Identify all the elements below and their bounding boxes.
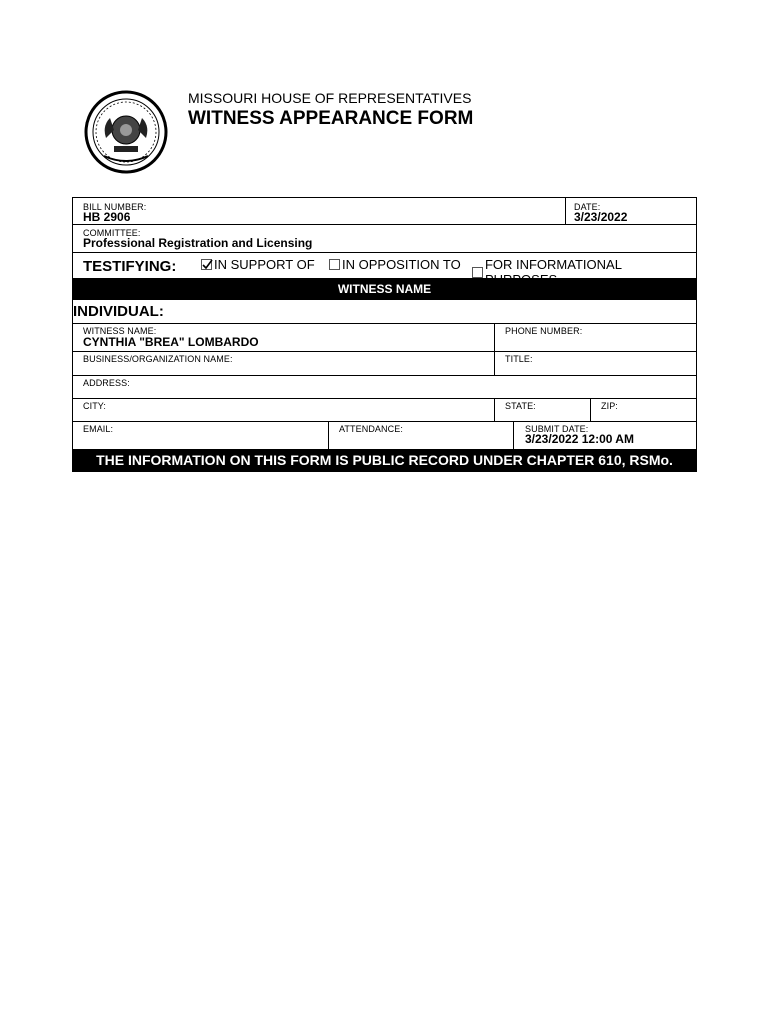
divider: [494, 323, 495, 375]
submit-date-value[interactable]: 3/23/2022 12:00 AM: [525, 432, 634, 446]
bill-number-value[interactable]: HB 2906: [83, 210, 131, 224]
witness-name-label: WITNESS NAME:: [83, 326, 157, 336]
divider: [513, 421, 514, 449]
date-label: DATE:: [574, 202, 601, 212]
bill-number-label: BILL NUMBER:: [83, 202, 147, 212]
phone-number-label: PHONE NUMBER:: [505, 326, 583, 336]
witness-form: [72, 197, 697, 472]
witness-name-section-header: WITNESS NAME: [73, 278, 696, 300]
option-label: IN OPPOSITION TO: [342, 257, 461, 272]
divider: [328, 421, 329, 449]
witness-name-value[interactable]: CYNTHIA "BREA" LOMBARDO: [83, 335, 259, 349]
state-label: STATE:: [505, 401, 536, 411]
zip-label: ZIP:: [601, 401, 618, 411]
option-in-support[interactable]: [201, 257, 315, 272]
organization-name: MISSOURI HOUSE OF REPRESENTATIVES: [188, 90, 472, 106]
state-seal-icon: [84, 90, 168, 174]
business-name-label: BUSINESS/ORGANIZATION NAME:: [83, 354, 233, 364]
divider: [73, 351, 696, 352]
form-title: WITNESS APPEARANCE FORM: [188, 108, 474, 129]
divider: [73, 323, 696, 324]
city-label: CITY:: [83, 401, 107, 411]
date-value[interactable]: 3/23/2022: [574, 210, 628, 224]
submit-date-label: SUBMIT DATE:: [525, 424, 589, 434]
divider: [73, 421, 696, 422]
checkbox-empty-icon[interactable]: [329, 259, 340, 270]
divider: [73, 375, 696, 376]
email-label: EMAIL:: [83, 424, 114, 434]
option-label: FOR INFORMATIONAL: [484, 257, 622, 272]
checkbox-empty-icon[interactable]: [472, 267, 483, 278]
option-label: IN SUPPORT OF: [214, 257, 315, 272]
divider: [73, 252, 696, 253]
attendance-label: ATTENDANCE:: [339, 424, 403, 434]
option-in-opposition[interactable]: [329, 257, 461, 272]
divider: [494, 398, 495, 421]
committee-value[interactable]: Professional Registration and Licensing: [83, 236, 313, 250]
checkbox-checked-icon[interactable]: [201, 259, 212, 270]
divider: [565, 198, 566, 224]
divider: [590, 398, 591, 421]
committee-label: COMMITTEE:: [83, 228, 141, 238]
divider: [73, 398, 696, 399]
public-record-notice: THE INFORMATION ON THIS FORM IS PUBLIC RECORD UNDER CHAPTER 610, RSMo.: [73, 449, 696, 472]
individual-label: INDIVIDUAL:: [73, 303, 164, 320]
address-label: ADDRESS:: [83, 378, 130, 388]
divider: [73, 224, 696, 225]
title-label: TITLE:: [505, 354, 533, 364]
testifying-label: TESTIFYING:: [83, 258, 177, 275]
